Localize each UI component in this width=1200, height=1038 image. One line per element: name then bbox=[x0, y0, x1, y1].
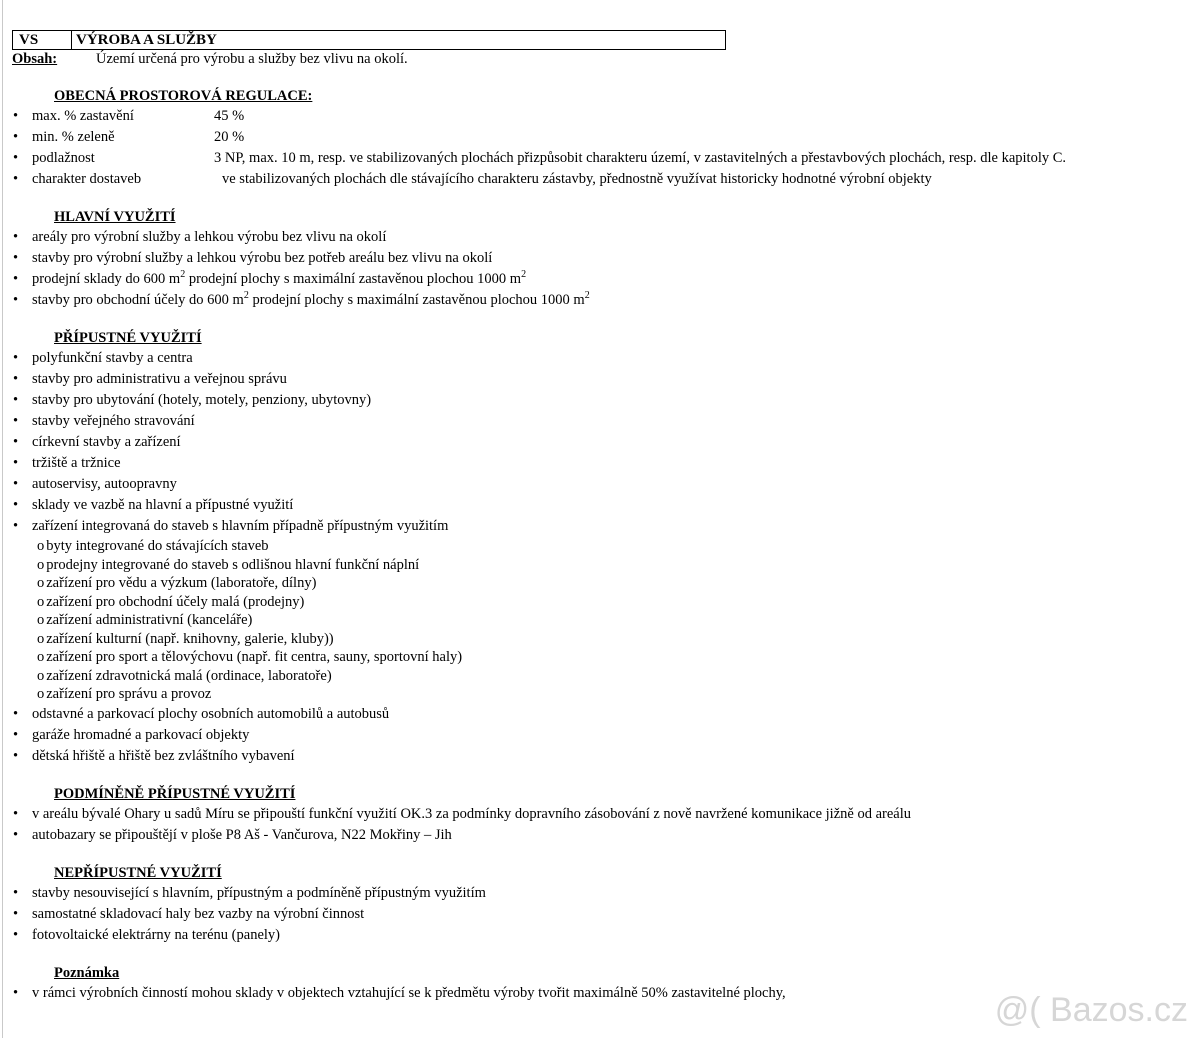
section-podminene bbox=[12, 784, 1182, 846]
regulace-list bbox=[12, 106, 1182, 190]
list-item: • sklady ve vazbě na hlavní a přípustné využití bbox=[12, 495, 1182, 516]
pripustne-list-continued bbox=[12, 704, 1182, 767]
list-item: • stavby veřejného stravování bbox=[12, 411, 1182, 432]
section-title-nepripustne: NEPŘÍPUSTNÉ VYUŽITÍ bbox=[54, 864, 222, 881]
sub-list-item: o zařízení pro vědu a výzkum (laboratoře, dílny) bbox=[37, 574, 1182, 593]
section-pripustne bbox=[12, 328, 1182, 767]
list-item: • stavby nesouvisející s hlavním, přípustným a podmíněně přípustným využitím bbox=[12, 883, 1182, 904]
document-page bbox=[12, 30, 1182, 1004]
list-item: • autobazary se připouštějí v ploše P8 Aš - Vančurova, N22 Mokřiny – Jih bbox=[12, 825, 1182, 846]
sub-list-item: o zařízení pro obchodní účely malá (prodejny) bbox=[37, 593, 1182, 612]
regulace-key: min. % zeleně bbox=[32, 129, 115, 145]
superscript: 2 bbox=[584, 290, 590, 302]
list-item bbox=[12, 169, 1182, 190]
page-left-edge bbox=[2, 0, 3, 1038]
regulace-key: max. % zastavění bbox=[32, 108, 134, 124]
regulace-value: ve stabilizovaných plochách dle stávajícího charakteru zástavby, přednostně využívat historicky hodnotné výrobní objekty bbox=[222, 171, 932, 187]
superscript: 2 bbox=[521, 269, 527, 281]
list-item: • areály pro výrobní služby a lehkou výrobu bez vlivu na okolí bbox=[12, 227, 1182, 248]
list-item-text: prodejní sklady do 600 m bbox=[32, 271, 181, 287]
sub-list-item: o zařízení administrativní (kanceláře) bbox=[37, 611, 1182, 630]
sub-list-item: o zařízení pro sport a tělovýchovu (např. fit centra, sauny, sportovní haly) bbox=[37, 648, 1182, 667]
section-title-podminene: PODMÍNĚNĚ PŘÍPUSTNÉ VYUŽITÍ bbox=[54, 785, 296, 802]
superscript: 2 bbox=[180, 269, 186, 281]
zone-title: VÝROBA A SLUŽBY bbox=[76, 32, 217, 48]
regulace-value: 3 NP, max. 10 m, resp. ve stabilizovaných plochách přizpůsobit charakteru území, v zastavitelných a přestavbových plochách, resp. dle kapitoly C. bbox=[214, 150, 1067, 166]
obsah-label: Obsah: bbox=[12, 51, 58, 67]
pripustne-list bbox=[12, 348, 1182, 537]
list-item: • v areálu bývalé Ohary u sadů Míru se připouští funkční využití OK.3 za podmínky dopravního zásobování z nově navržené komunikace jižně od areálu bbox=[12, 804, 1182, 825]
list-item: • dětská hřiště a hřiště bez zvláštního vybavení bbox=[12, 746, 1182, 767]
section-title-poznamka: Poznámka bbox=[54, 964, 120, 981]
list-item-text: prodejní plochy s maximální zastavěnou plochou 1000 m bbox=[248, 292, 585, 308]
section-hlavni bbox=[12, 207, 1182, 311]
sub-list-item: o zařízení pro správu a provoz bbox=[37, 685, 1182, 704]
section-title-hlavni: HLAVNÍ VYUŽITÍ bbox=[54, 209, 176, 225]
zone-code: VS bbox=[13, 31, 72, 49]
list-item: • stavby pro administrativu a veřejnou správu bbox=[12, 369, 1182, 390]
section-title-pripustne: PŘÍPUSTNÉ VYUŽITÍ bbox=[54, 330, 202, 346]
superscript: 2 bbox=[243, 290, 249, 302]
obsah-row bbox=[12, 50, 1182, 68]
list-item: • zařízení integrovaná do staveb s hlavním případně přípustným využitím bbox=[12, 516, 1182, 537]
section-title-regulace: OBECNÁ PROSTOROVÁ REGULACE: bbox=[54, 88, 313, 104]
pripustne-sublist bbox=[12, 537, 1182, 704]
podminene-list bbox=[12, 804, 1182, 846]
list-item: • samostatné skladovací haly bez vazby na výrobní činnost bbox=[12, 904, 1182, 925]
sub-list-item: o byty integrované do stávajících staveb bbox=[37, 537, 1182, 556]
list-item bbox=[12, 106, 1182, 127]
list-item: • fotovoltaické elektrárny na terénu (panely) bbox=[12, 925, 1182, 946]
bazos-watermark: @( Bazos.cz bbox=[994, 991, 1188, 1029]
sub-list-item: o prodejny integrované do staveb s odlišnou hlavní funkční náplní bbox=[37, 556, 1182, 575]
list-item bbox=[12, 127, 1182, 148]
list-item: • polyfunkční stavby a centra bbox=[12, 348, 1182, 369]
regulace-key: charakter dostaveb bbox=[32, 171, 142, 187]
nepripustne-list bbox=[12, 883, 1182, 946]
regulace-value: 20 % bbox=[214, 129, 245, 145]
list-item-text: stavby pro obchodní účely do 600 m bbox=[32, 292, 244, 308]
zone-header-box bbox=[12, 30, 726, 50]
regulace-value: 45 % bbox=[214, 108, 245, 124]
list-item: • stavby pro výrobní služby a lehkou výrobu bez potřeb areálu bez vlivu na okolí bbox=[12, 248, 1182, 269]
list-item: • církevní stavby a zařízení bbox=[12, 432, 1182, 453]
section-nepripustne bbox=[12, 863, 1182, 946]
list-item: • tržiště a tržnice bbox=[12, 453, 1182, 474]
hlavni-list bbox=[12, 227, 1182, 311]
list-item: • garáže hromadné a parkovací objekty bbox=[12, 725, 1182, 746]
list-item-text: prodejní plochy s maximální zastavěnou plochou 1000 m bbox=[185, 271, 522, 287]
sub-list-item: o zařízení zdravotnická malá (ordinace, laboratoře) bbox=[37, 667, 1182, 686]
list-item: • v rámci výrobních činností mohou sklady v objektech vztahující se k předmětu výroby tvořit maximálně 50% zastavitelné plochy, bbox=[12, 983, 1182, 1004]
list-item: • odstavné a parkovací plochy osobních automobilů a autobusů bbox=[12, 704, 1182, 725]
sub-list-item: o zařízení kulturní (např. knihovny, galerie, kluby)) bbox=[37, 630, 1182, 649]
list-item: • stavby pro ubytování (hotely, motely, penziony, ubytovny) bbox=[12, 390, 1182, 411]
list-item bbox=[12, 269, 1182, 290]
regulace-key: podlažnost bbox=[32, 150, 95, 166]
section-regulace bbox=[12, 86, 1182, 190]
list-item bbox=[12, 290, 1182, 311]
list-item bbox=[12, 148, 1182, 169]
list-item: • autoservisy, autoopravny bbox=[12, 474, 1182, 495]
obsah-text: Území určená pro výrobu a služby bez vlivu na okolí. bbox=[96, 51, 408, 67]
